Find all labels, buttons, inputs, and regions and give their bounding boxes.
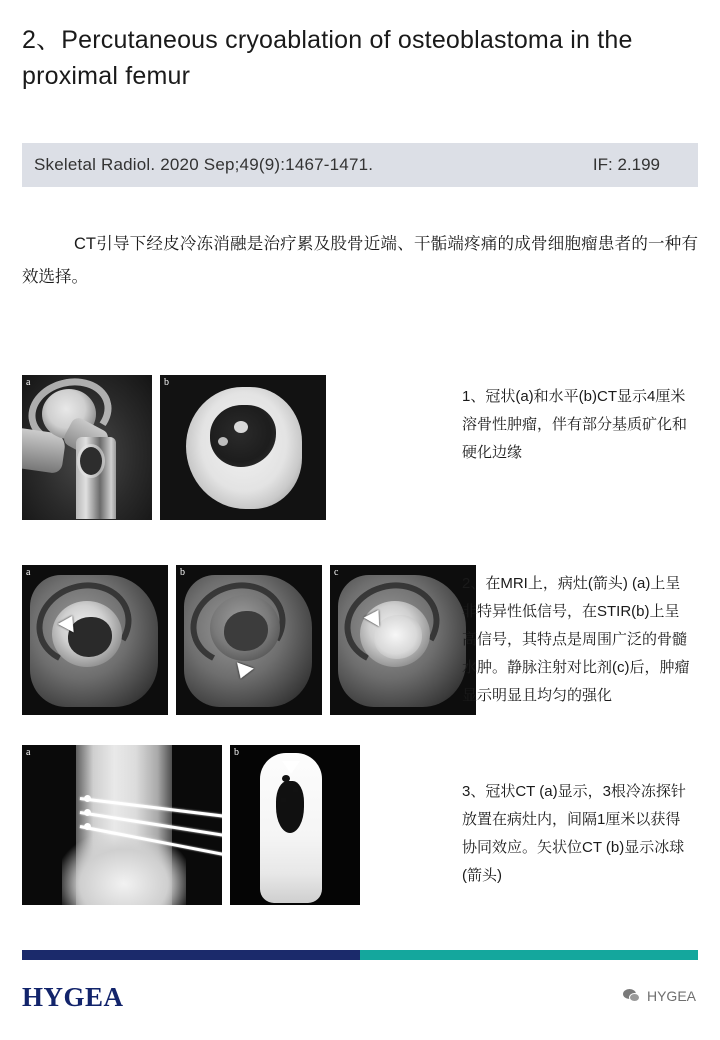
figure-3-images [22,745,360,905]
figure-2-panel-b [176,565,322,715]
matrix-mineralization-2 [218,437,228,446]
panel-label-b: b [234,747,239,758]
figure-2-images [22,565,476,715]
figure-2-panel-c [330,565,476,715]
probe-hub-3 [84,823,91,830]
iceball-shape [276,781,304,833]
panel-label-a: a [26,747,31,758]
wechat-icon [623,989,640,1003]
figure-2-caption: 2、在MRI上，病灶(箭头) (a)上呈非特异性低信号，在STIR(b)上呈高信号，其特点是周围广泛的骨髓水肿。静脉注射对比剂(c)后，肿瘤显示明显且均匀的强化 [462,575,690,704]
footer-rule [22,950,698,960]
figure-3-panel-a [22,745,222,905]
wechat-label: HYGEA [646,988,696,1004]
figure-1-panel-a [22,375,152,520]
figure-row-2 [22,565,476,715]
panel-label-b: b [180,567,185,578]
arrow-icon [282,761,300,774]
figure-1-caption: 1、冠状(a)和水平(b)CT显示4厘米溶骨性肿瘤，伴有部分基质矿化和硬化边缘 [462,388,688,461]
summary-paragraph: CT引导下经皮冷冻消融是治疗累及股骨近端、干骺端疼痛的成骨细胞瘤患者的一种有效选择。 [22,235,698,286]
figure-2-panel-a [22,565,168,715]
figure-3-caption: 3、冠状CT (a)显示，3根冷冻探针放置在病灶内，间隔1厘米以获得协同效应。矢状位CT (b)显示冰球(箭头) [462,783,686,884]
figure-1-panel-b [160,375,326,520]
metaphysis-glow [62,835,186,905]
figure-row-1 [22,375,326,520]
probe-track-1 [282,775,290,782]
matrix-mineralization-1 [234,421,248,433]
panel-label-a: a [26,377,31,388]
lesion-shape [80,447,102,475]
probe-track-3 [280,797,287,803]
panel-label-a: a [26,567,31,578]
panel-label-b: b [164,377,169,388]
impact-factor: IF: 2.199 [592,155,660,174]
brand-logo: HYGEA [22,982,124,1012]
figure-3-panel-b [230,745,360,905]
citation-band [22,143,698,187]
panel-label-c: c [334,567,339,578]
probe-hub-2 [84,809,91,816]
citation-text: Skeletal Radiol. 2020 Sep;49(9):1467-1471. [34,155,374,174]
page-title: 2、Percutaneous cryoablation of osteoblastoma in the proximal femur [22,26,633,90]
footer-rule-right [360,950,698,960]
probe-track-2 [292,787,299,793]
footer-rule-left [22,950,360,960]
wechat-credit [623,988,696,1004]
figure-1-images [22,375,326,520]
figure-row-3 [22,745,360,905]
probe-hub-1 [84,795,91,802]
